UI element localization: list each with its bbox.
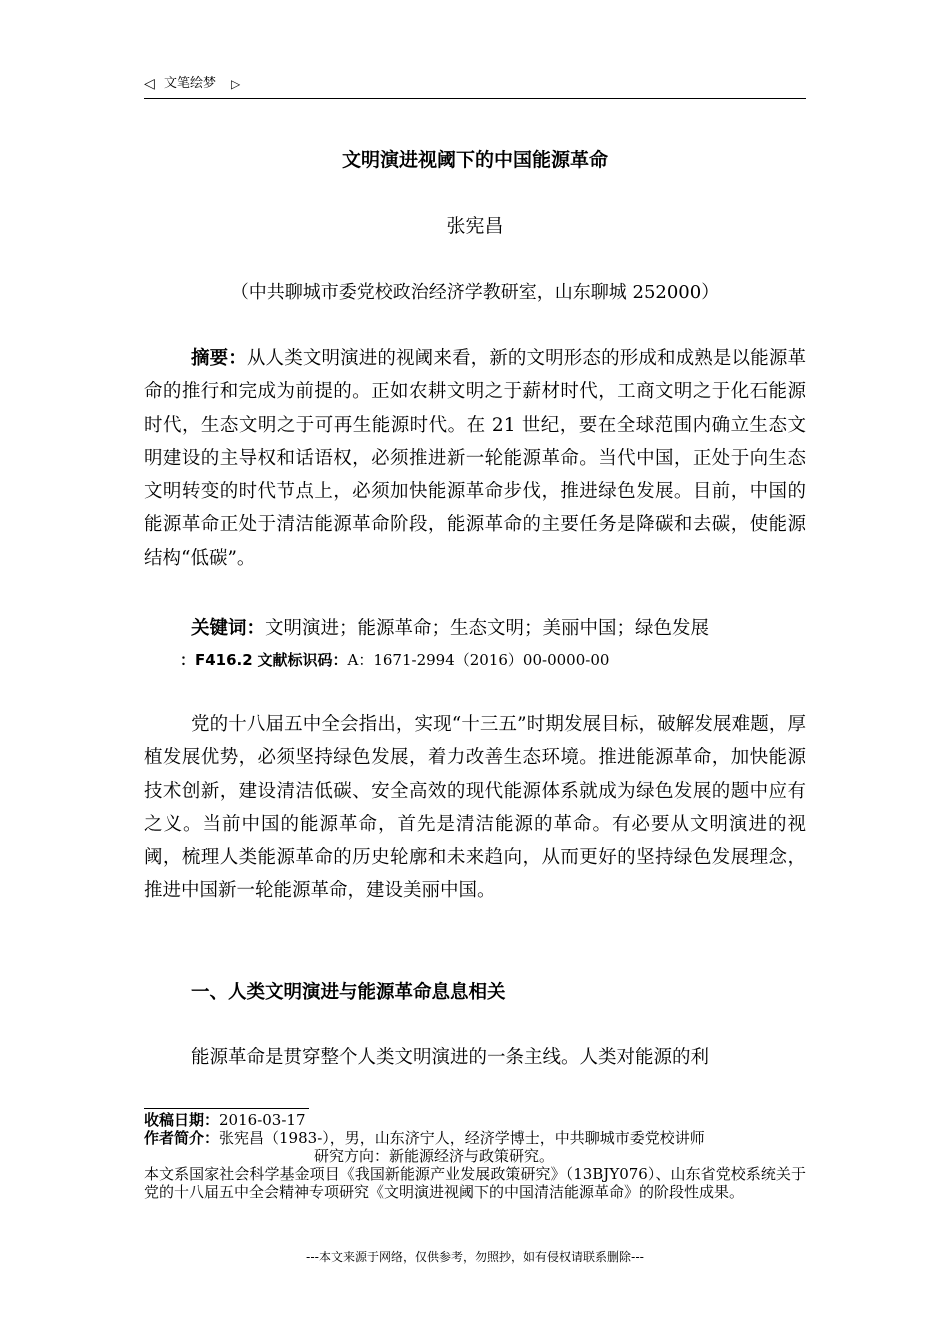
right-triangle-icon: ▷ bbox=[231, 77, 241, 91]
section-heading: 一、人类文明演进与能源革命息息相关 bbox=[191, 982, 506, 1003]
footnote-divider bbox=[144, 1108, 309, 1109]
intro-paragraph: 党的十八届五中全会指出，实现“十三五”时期发展目标，破解发展难题，厚植发展优势，必须坚持绿色发展，着力改善生态环境。推进能源革命，加快能源技术创新，建设清洁低碳、安全高效的现代能源体系就成为绿色发展的题中应有之义。当前中国的能源革命，首先是清洁能源的革命。有必要从文明演进的视阈，梳理人类能源革命的历史轮廓和未来趋向，从而更好的坚持绿色发展理念，推进中国新一轮能源革命，建设美丽中国。 bbox=[144, 714, 806, 902]
left-triangle-icon: ◁ bbox=[144, 76, 155, 92]
footnotes bbox=[144, 1111, 806, 1201]
doc-code: A：1671-2994（2016）00-0000-00 bbox=[347, 651, 610, 669]
bio-text: 张宪昌（1983-），男，山东济宁人，经济学博士，中共聊城市委党校讲师 bbox=[219, 1129, 705, 1147]
paper-title: 文明演进视阈下的中国能源革命 bbox=[341, 149, 608, 171]
abstract bbox=[144, 342, 806, 575]
paper-author: 张宪昌 bbox=[446, 215, 504, 237]
source-notice: ---本文来源于网络，仅供参考，勿照抄，如有侵权请联系删除--- bbox=[306, 1250, 644, 1264]
received-line bbox=[144, 1111, 806, 1129]
funding-note: 本文系国家社会科学基金项目《我国新能源产业发展政策研究》（13BJY076）、山东省党校系统关于党的十八届五中全会精神专项研究《文明演进视阈下的中国清洁能源革命》的阶段性成果。 bbox=[144, 1165, 806, 1201]
keywords-text: 文明演进；能源革命；生态文明；美丽中国；绿色发展 bbox=[265, 618, 710, 639]
running-header bbox=[144, 72, 806, 99]
bio-line bbox=[144, 1129, 806, 1147]
abstract-text: 从人类文明演进的视阈来看，新的文明形态的形成和成熟是以能源革命的推行和完成为前提的。正如农耕文明之于薪材时代，工商文明之于化石能源时代，生态文明之于可再生能源时代。在 21 世纪，要在全球范围内确立生态文明建设的主导权和话语权，必须推进新一轮能源革命。当代中国，正处于向生态文明转变的时代节点上，必须加快能源革命步伐，推进绿色发展。目前，中国的能源革命正处于清洁能源革命阶段，能源革命的主要任务是降碳和去碳，使能源结构“低碳”。 bbox=[144, 348, 806, 569]
bio-research: 研究方向：新能源经济与政策研究。 bbox=[314, 1147, 555, 1165]
clc-prefix: ：F416.2 bbox=[180, 651, 253, 669]
received-label: 收稿日期： bbox=[144, 1111, 220, 1129]
received-date: 2016-03-17 bbox=[219, 1111, 306, 1129]
classification-line bbox=[180, 646, 806, 674]
bio-label: 作者简介： bbox=[144, 1129, 220, 1147]
doc-code-label: 文献标识码： bbox=[257, 651, 348, 669]
abstract-label: 摘要： bbox=[191, 348, 247, 369]
section-paragraph: 能源革命是贯穿整个人类文明演进的一条主线。人类对能源的利 bbox=[191, 1047, 710, 1068]
keywords-label: 关键词： bbox=[191, 618, 266, 639]
keywords bbox=[144, 612, 806, 646]
header-brand: 文笔绘梦 bbox=[164, 76, 217, 91]
author-affiliation: （中共聊城市委党校政治经济学教研室，山东聊城 252000） bbox=[230, 282, 720, 303]
